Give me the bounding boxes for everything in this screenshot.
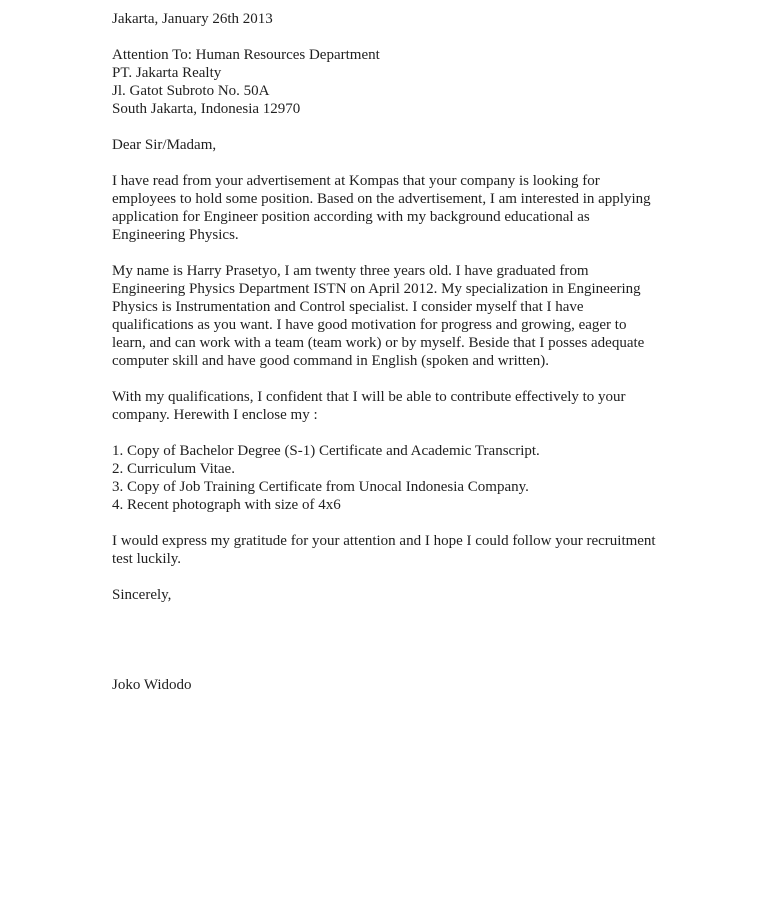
paragraph-closing: I would express my gratitude for your attention and I hope I could follow your recruitment test luckily. [112, 533, 656, 567]
enclosure-item: 1. Copy of Bachelor Degree (S-1) Certificate and Academic Transcript. [112, 443, 540, 459]
salutation: Dear Sir/Madam, [112, 137, 217, 153]
enclosure-list [112, 442, 660, 514]
recipient-street: Jl. Gatot Subroto No. 50A [112, 83, 270, 99]
recipient-block [112, 46, 660, 118]
enclosure-item: 3. Copy of Job Training Certificate from Unocal Indonesia Company. [112, 479, 529, 495]
recipient-company: PT. Jakarta Realty [112, 65, 222, 81]
enclosure-item: 2. Curriculum Vitae. [112, 461, 235, 477]
paragraph-qualifications: My name is Harry Prasetyo, I am twenty three years old. I have graduated from Engineering Physics Department ISTN on April 2012. My specialization in Engineering Physics is Instrumentation and Control specialist. I consider myself that I have qualifications as you want. I have good motivation for progress and growing, eager to learn, and can work with a team (team work) or by myself. Beside that I posses adequate computer skill and have good command in English (spoken and written). [112, 263, 645, 369]
signature-name: Joko Widodo [112, 677, 192, 693]
paragraph-enclosure-intro: With my qualifications, I confident that I will be able to contribute effectively to your company. Herewith I enclose my : [112, 389, 626, 423]
date-line: Jakarta, January 26th 2013 [112, 11, 273, 27]
paragraph-introduction: I have read from your advertisement at Kompas that your company is looking for employees to hold some position. Based on the advertisement, I am interested in applying application for Engineer position according with my background educational as Engineering Physics. [112, 173, 651, 243]
recipient-attention: Attention To: Human Resources Department [112, 47, 380, 63]
letter-body [112, 10, 660, 712]
recipient-city: South Jakarta, Indonesia 12970 [112, 101, 301, 117]
enclosure-item: 4. Recent photograph with size of 4x6 [112, 497, 341, 513]
sign-off: Sincerely, [112, 587, 172, 603]
